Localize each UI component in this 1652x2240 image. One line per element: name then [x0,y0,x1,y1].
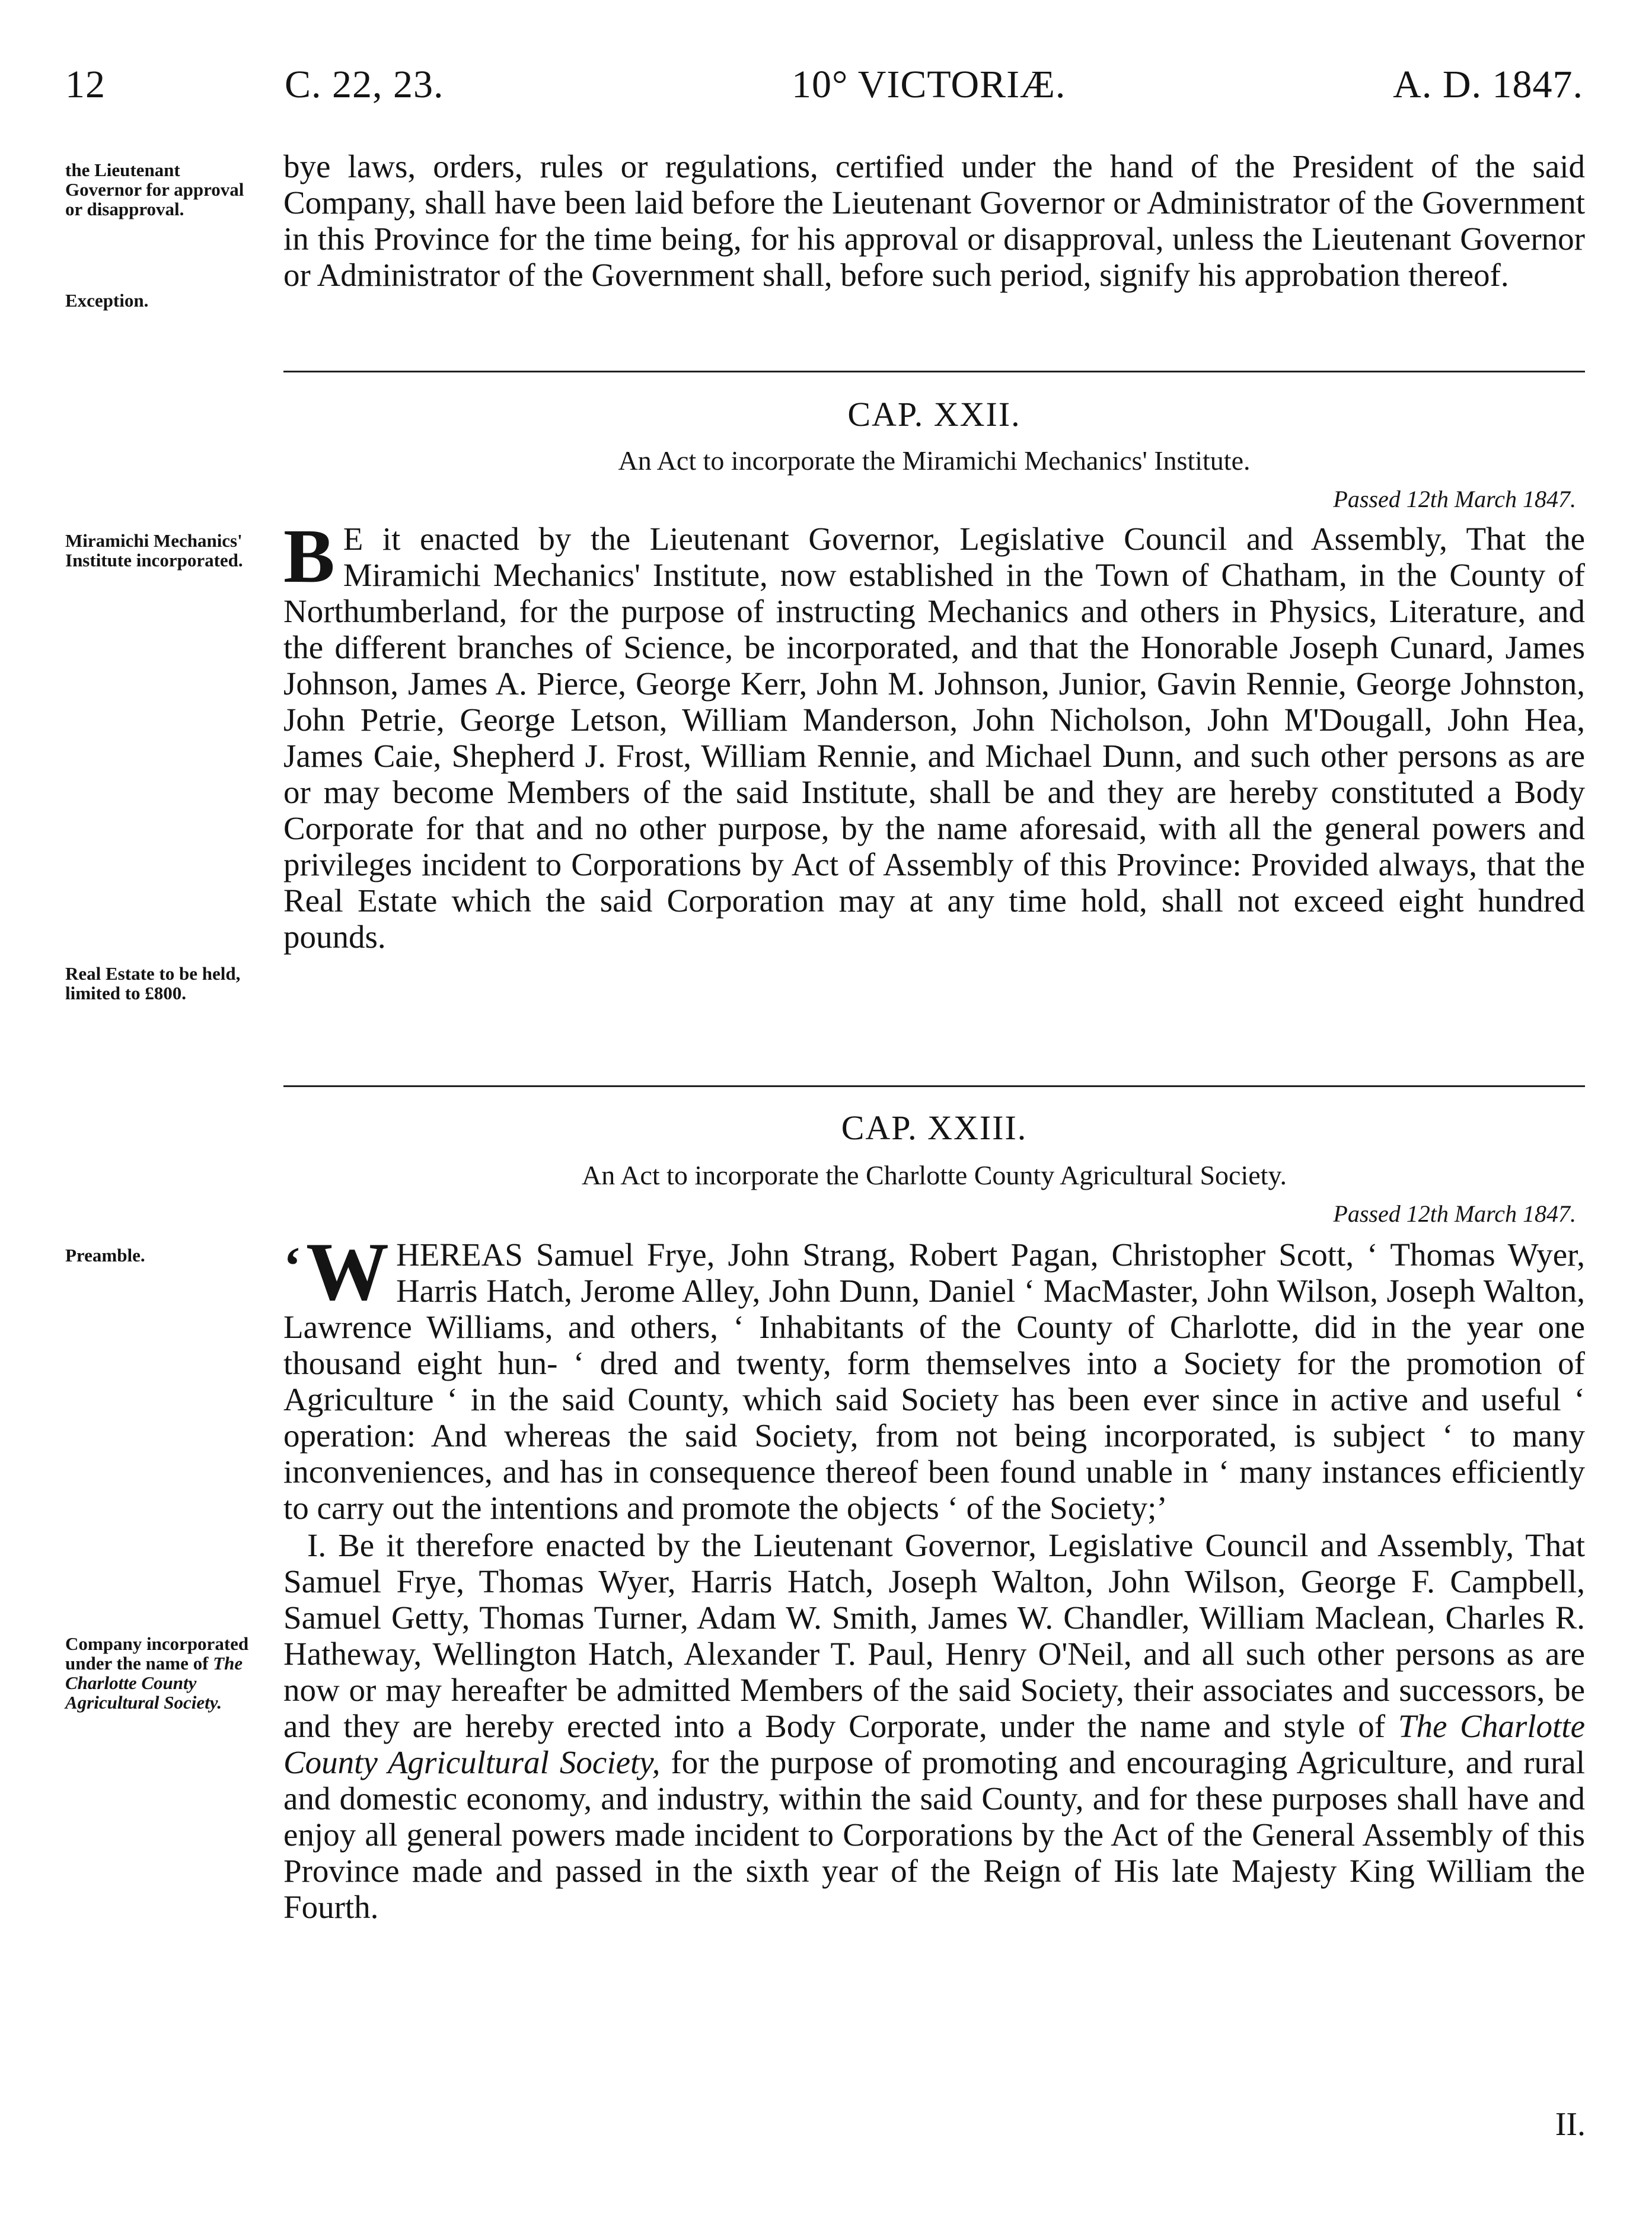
cap22-body [283,514,1585,955]
cap23-section-1-text-a: I. Be it therefore enacted by the Lieutenant Governor, Legislative Council and Assembly, That Samuel Frye, Thomas Wyer, Harris Hatch, Joseph Walton, John Wilson, George F. Campbell, Samuel Getty, Thomas Turner, Adam W. Smith, James W. Chandler, William Maclean, Charles R. Hatheway, Wellington Hatch, Alexander T. Paul, Henry O'Neil, and all such other persons as are now or may hereafter be admitted Members of the said Society, their associates and successors, be and they are hereby erected into a Body Corporate, under the name and style of [283,1527,1585,1744]
cap23-title: An Act to incorporate the Charlotte County Agricultural Society. [582,1160,1287,1190]
catchword: II. [1555,2106,1586,2143]
cap23-society-name: The Charlotte County Agricultural Society, [283,1708,1585,1780]
cap22-enactment-text: E it enacted by the Lieutenant Governor, Legislative Council and Assembly, That the Miramichi Mechanics' Institute, now established in the Town of Chatham, in the County of Northumberland, for the purpose of instructing Mechanics and others in Physics, Literature, and the different branches of Science, be incorporated, and that the Honorable Joseph Cunard, James Johnson, James A. Pierce, George Kerr, John M. Johnson, Junior, Gavin Rennie, George Johnston, John Petrie, George Letson, William Manderson, John Nicholson, John M'Dougall, John Hea, James Caie, Shepherd J. Frost, William Rennie, and Michael Dunn, and such other persons as are or may become Members of the said Institute, shall be and they are hereby constituted a Body Corporate for that and no other purpose, by the name aforesaid, with all the general powers and privileges incident to Corporations by Act of Assembly of this Province: Provided always, that the Real Estate which the said Corporation may at any time hold, shall not exceed eight hundred pounds. [283,521,1585,955]
margin-note-company-name: The Charlotte County Agricultural Society. [65,1653,243,1713]
calendar-year: A. D. 1847. [1393,63,1583,106]
margin-note-miramichi: Miramichi Mechanics' Institute incorporated. [65,530,243,571]
regnal-year: 10° VICTORIÆ. [792,63,1066,106]
margin-note-real-estate: Real Estate to be held, limited to £800. [65,963,241,1003]
margin-note-preamble: Preamble. [65,1245,145,1266]
section-divider [283,371,1585,372]
cap22-heading: CAP. XXII. [847,395,1021,434]
chapter-range: C. 22, 23. [285,63,444,106]
margin-note-approval: the Lieutenant Governor for approval or disapproval. [65,160,244,219]
cap23-section-1 [283,1527,1585,1925]
margin-note-exception: Exception. [65,290,149,311]
continuation-block [283,148,1585,293]
cap22-dropcap: B [283,514,335,599]
cap22-enactment [283,514,1585,955]
cap23-section-1-text-b: for the purpose of promoting and encouraging Agriculture, and rural and domestic economy, and industry, within the said County, and for these purposes shall have and enjoy all general powers made incident to Corporations by the Act of the General Assembly of this Province made and passed in the sixth year of the Reign of His late Majesty King William the Fourth. [283,1744,1585,1925]
cap23-dropcap: W [305,1226,389,1318]
continuation-text: bye laws, orders, rules or regulations, certified under the hand of the President of the said Company, shall have been laid before the Lieutenant Governor or Administrator of the Government in this Province for the time being, for his approval or disapproval, unless the Lieutenant Governor or Administrator of the Government shall, before such period, signify his approbation thereof. [283,148,1585,293]
cap23-body [283,1226,1585,1925]
cap23-passed-date: Passed 12th March 1847. [1333,1200,1576,1227]
cap23-open-quote: ‘ [283,1237,301,1295]
page-number: 12 [65,63,106,106]
cap23-preamble [283,1226,1585,1526]
section-divider [283,1085,1585,1087]
margin-note-company [65,1634,255,1712]
cap22-title: An Act to incorporate the Miramichi Mechanics' Institute. [618,445,1251,476]
cap22-passed-date: Passed 12th March 1847. [1333,486,1576,512]
cap23-preamble-text: HEREAS Samuel Frye, John Strang, Robert Pagan, Christopher Scott, ‘ Thomas Wyer, Harris Hatch, Jerome Alley, John Dunn, Daniel ‘ MacMaster, John Wilson, Joseph Walton, Lawrence Williams, and others, ‘ Inhabitants of the County of Charlotte, did in the year one thousand eight hun- ‘ dred and twenty, form themselves into a Society for the promotion of Agriculture ‘ in the said County, which said Society has been ever since in active and useful ‘ operation: And whereas the said Society, from not being incorporated, is subject ‘ to many inconveniences, and has in consequence thereof been found unable in ‘ many instances efficiently to carry out the intentions and promote the objects ‘ of the Society;’ [283,1237,1585,1526]
cap23-heading: CAP. XXIII. [841,1108,1028,1147]
margin-note-company-prefix: Company incorporated under the name of [65,1633,249,1674]
running-header [65,62,1583,116]
